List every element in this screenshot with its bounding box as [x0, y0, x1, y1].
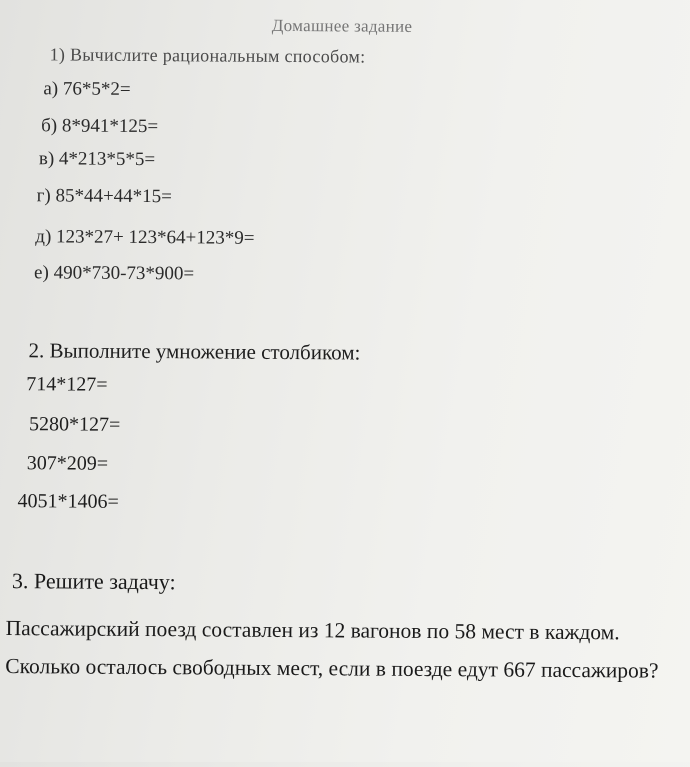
item-label: г) [36, 185, 51, 207]
page-title: Домашнее задание [271, 15, 413, 36]
item-expression: 8*941*125= [61, 115, 159, 138]
section2-heading: 2. Выполните умножение столбиком: [28, 338, 361, 365]
item-label: в) [38, 148, 55, 170]
section1-item-b [41, 115, 158, 138]
item-expression: 4*213*5*5= [58, 148, 156, 171]
item-expression: 490*730-73*900= [53, 262, 195, 285]
section2-item-2: 5280*127= [28, 413, 121, 436]
item-label: а) [43, 78, 59, 100]
section3-heading: 3. Решите задачу: [11, 568, 176, 595]
item-label: е) [34, 262, 49, 284]
section1-heading: 1) Вычислите рациональным способом: [49, 44, 366, 67]
section1-item-d [35, 226, 254, 250]
section1-item-a [43, 78, 130, 101]
section2-item-3: 307*209= [26, 452, 109, 475]
section1-item-v [39, 148, 155, 171]
problem-line-2: Сколько осталось свободных мест, если в поезде едут 667 пассажиров? [5, 654, 659, 683]
item-label: б) [41, 115, 58, 137]
section1-item-e [34, 262, 194, 285]
section2-item-1: 714*127= [26, 373, 108, 396]
item-expression: 123*27+ 123*64+123*9= [56, 226, 255, 249]
item-label: д) [35, 226, 52, 248]
word-problem [5, 612, 681, 693]
item-expression: 85*44+44*15= [55, 185, 173, 208]
section1-item-g [37, 185, 172, 208]
item-expression: 76*5*2= [62, 78, 131, 100]
problem-line-1: Пассажирский поезд составлен из 12 вагонов по 58 мест в каждом. [5, 616, 620, 645]
section2-item-4: 4051*1406= [17, 490, 119, 513]
